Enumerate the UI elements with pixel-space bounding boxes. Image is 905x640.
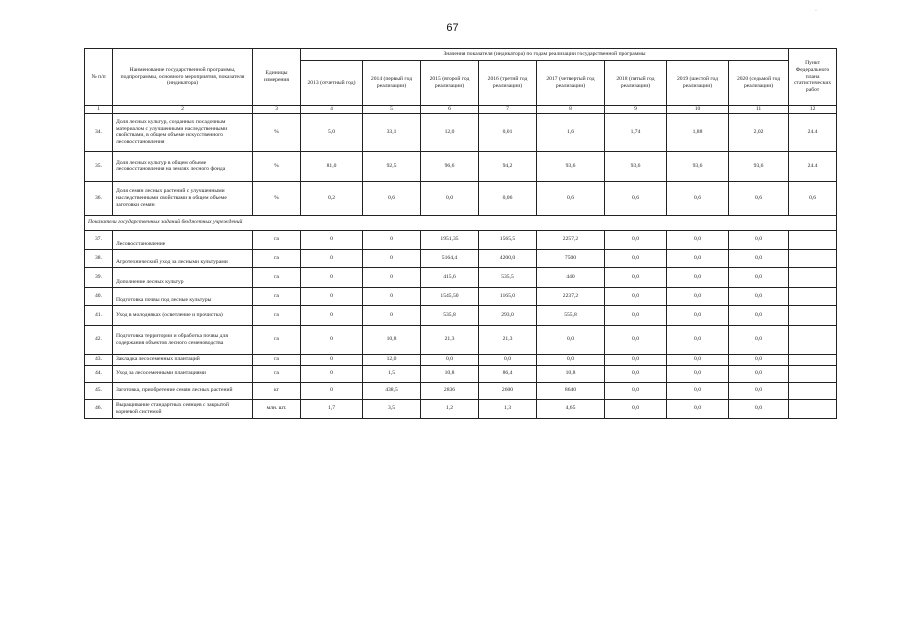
- column-number: 8: [537, 106, 605, 114]
- value-cell: 293,0: [479, 305, 537, 325]
- value-cell: 8640: [537, 382, 605, 399]
- header-year: 2017 (четвертый год реализации): [537, 61, 605, 106]
- value-cell: 0,0: [605, 382, 667, 399]
- indicator-name: Агротехнический уход за лесными культурами: [113, 249, 253, 267]
- value-cell: 12,0: [363, 354, 421, 365]
- value-cell: 5164,4: [421, 249, 479, 267]
- unit-cell: кг: [253, 382, 301, 399]
- value-cell: 2836: [421, 382, 479, 399]
- row-number: 45.: [85, 382, 113, 399]
- value-cell: 0,0: [729, 325, 789, 354]
- table-row: [85, 399, 837, 418]
- value-cell: 0,0: [605, 230, 667, 249]
- plan-item-cell: 0,6: [789, 181, 837, 215]
- unit-cell: га: [253, 305, 301, 325]
- value-cell: 0,0: [667, 287, 729, 305]
- table-row: [85, 365, 837, 382]
- column-number: 9: [605, 106, 667, 114]
- unit-cell: га: [253, 287, 301, 305]
- value-cell: 0: [301, 230, 363, 249]
- page-number: 67: [446, 22, 459, 34]
- table-row: [85, 325, 837, 354]
- value-cell: 0,0: [537, 354, 605, 365]
- value-cell: 0: [301, 305, 363, 325]
- row-number: 37.: [85, 230, 113, 249]
- value-cell: 2257,2: [537, 230, 605, 249]
- value-cell: 535,5: [479, 267, 537, 287]
- row-number: 46.: [85, 399, 113, 418]
- row-number: 39.: [85, 267, 113, 287]
- value-cell: 1545,50: [421, 287, 479, 305]
- value-cell: 2237,2: [537, 287, 605, 305]
- row-number: 44.: [85, 365, 113, 382]
- indicator-rows: [85, 113, 837, 215]
- value-cell: 21,3: [421, 325, 479, 354]
- plan-item-cell: [789, 305, 837, 325]
- table-row: [85, 113, 837, 151]
- value-cell: 93,6: [605, 151, 667, 181]
- corner-mark: ·: [815, 8, 817, 14]
- row-number: 34.: [85, 113, 113, 151]
- indicator-name: Лесовосстановление: [113, 230, 253, 249]
- header-year: 2016 (третий год реализации): [479, 61, 537, 106]
- value-cell: 0,0: [667, 365, 729, 382]
- row-number: 36.: [85, 181, 113, 215]
- value-cell: 0,0: [729, 287, 789, 305]
- column-number: 1: [85, 106, 113, 114]
- value-cell: 0,0: [729, 365, 789, 382]
- value-cell: 92,5: [363, 151, 421, 181]
- plan-item-cell: [789, 287, 837, 305]
- value-cell: 0,6: [363, 181, 421, 215]
- table-row: [85, 267, 837, 287]
- value-cell: 12,0: [421, 113, 479, 151]
- value-cell: 0,0: [729, 399, 789, 418]
- value-cell: 0,0: [479, 354, 537, 365]
- value-cell: 0,0: [605, 287, 667, 305]
- indicator-name: Подготовка территории и обработка почвы для содержания объектов лесного семеноводства: [113, 325, 253, 354]
- table-row: [85, 181, 837, 215]
- value-cell: 0,0: [667, 354, 729, 365]
- value-cell: 10,8: [537, 365, 605, 382]
- unit-cell: га: [253, 325, 301, 354]
- indicator-name: Доля лесных культур, созданных посадочным материалом с улучшенными наследственными свойствами, в общем объеме искусственного лесовосстановления: [113, 113, 253, 151]
- row-number: 38.: [85, 249, 113, 267]
- value-cell: 1,88: [667, 113, 729, 151]
- value-cell: 10,8: [363, 325, 421, 354]
- value-cell: 21,3: [479, 325, 537, 354]
- value-cell: 1,6: [537, 113, 605, 151]
- header-year: 2014 (первый год реализации): [363, 61, 421, 106]
- value-cell: 0,6: [729, 181, 789, 215]
- unit-cell: га: [253, 249, 301, 267]
- value-cell: 0: [301, 267, 363, 287]
- unit-cell: га: [253, 230, 301, 249]
- unit-cell: га: [253, 267, 301, 287]
- plan-item-cell: [789, 382, 837, 399]
- value-cell: 0: [301, 365, 363, 382]
- value-cell: 440: [537, 267, 605, 287]
- value-cell: 0,0: [667, 249, 729, 267]
- value-cell: 0,0: [667, 325, 729, 354]
- row-number: 41.: [85, 305, 113, 325]
- value-cell: 86,4: [479, 365, 537, 382]
- value-cell: 0,6: [605, 181, 667, 215]
- plan-item-cell: [789, 267, 837, 287]
- table-row: [85, 230, 837, 249]
- plan-item-cell: [789, 249, 837, 267]
- value-cell: 4200,0: [479, 249, 537, 267]
- value-cell: 0,0: [605, 305, 667, 325]
- value-cell: 1,74: [605, 113, 667, 151]
- column-number: 2: [113, 106, 253, 114]
- table-row: [85, 249, 837, 267]
- plan-item-cell: [789, 230, 837, 249]
- value-cell: 0: [363, 230, 421, 249]
- value-cell: 1,7: [301, 399, 363, 418]
- value-cell: 93,6: [667, 151, 729, 181]
- table-row: [85, 151, 837, 181]
- unit-cell: га: [253, 354, 301, 365]
- value-cell: 33,1: [363, 113, 421, 151]
- value-cell: 2600: [479, 382, 537, 399]
- indicator-name: Доля семян лесных растений с улучшенными наследственными свойствами в общем объеме заготовки семян: [113, 181, 253, 215]
- indicator-name: Закладка лесосеменных плантаций: [113, 354, 253, 365]
- header-unit: Единицы измерения: [253, 49, 301, 106]
- value-cell: 1951,35: [421, 230, 479, 249]
- value-cell: 1,2: [421, 399, 479, 418]
- header-year: 2018 (пятый год реализации): [605, 61, 667, 106]
- value-cell: 0,0: [605, 365, 667, 382]
- indicator-name: Выращивание стандартных сеянцев с закрытой корневой системой: [113, 399, 253, 418]
- value-cell: 81,0: [301, 151, 363, 181]
- value-cell: 0,0: [605, 267, 667, 287]
- plan-item-cell: 24.4: [789, 113, 837, 151]
- plan-item-cell: [789, 325, 837, 354]
- indicator-name: Доля лесных культур в общем объеме лесовосстановления на землях лесного фонда: [113, 151, 253, 181]
- value-cell: 0,0: [667, 382, 729, 399]
- header-year: 2015 (второй год реализации): [421, 61, 479, 106]
- unit-cell: %: [253, 113, 301, 151]
- column-number: 5: [363, 106, 421, 114]
- value-cell: 0: [301, 249, 363, 267]
- value-cell: 93,6: [729, 151, 789, 181]
- value-cell: 0,0: [667, 267, 729, 287]
- value-cell: 0,0: [667, 399, 729, 418]
- value-cell: 0: [301, 325, 363, 354]
- table-row: [85, 305, 837, 325]
- value-cell: 0,0: [729, 230, 789, 249]
- plan-item-cell: 24.4: [789, 151, 837, 181]
- value-cell: 0,0: [729, 305, 789, 325]
- value-cell: 0,0: [729, 382, 789, 399]
- value-cell: 0,0: [605, 354, 667, 365]
- value-cell: 1,5: [363, 365, 421, 382]
- value-cell: 5,0: [301, 113, 363, 151]
- value-cell: 4,65: [537, 399, 605, 418]
- unit-cell: %: [253, 151, 301, 181]
- section-heading: Показатели государственных заданий бюджетных учреждений: [85, 215, 837, 230]
- table-row: [85, 382, 837, 399]
- plan-item-cell: [789, 354, 837, 365]
- value-cell: 0: [301, 287, 363, 305]
- value-cell: 0,0: [605, 249, 667, 267]
- indicator-name: Заготовка, приобретение семян лесных растений: [113, 382, 253, 399]
- value-cell: 7500: [537, 249, 605, 267]
- value-cell: 0: [363, 249, 421, 267]
- indicator-name: Дополнение лесных культур: [113, 267, 253, 287]
- value-cell: 555,8: [537, 305, 605, 325]
- value-cell: 0,2: [301, 181, 363, 215]
- task-rows: [85, 230, 837, 418]
- value-cell: 0: [363, 305, 421, 325]
- value-cell: 0,0: [667, 230, 729, 249]
- unit-cell: млн. шт.: [253, 399, 301, 418]
- value-cell: 0,0: [605, 399, 667, 418]
- value-cell: 0: [363, 267, 421, 287]
- value-cell: 0,0: [729, 249, 789, 267]
- column-number: 12: [789, 106, 837, 114]
- value-cell: 2,02: [729, 113, 789, 151]
- value-cell: 0,0: [421, 354, 479, 365]
- header-year: 2020 (седьмой год реализации): [729, 61, 789, 106]
- column-numbers-row: [85, 106, 837, 114]
- table-row: [85, 354, 837, 365]
- plan-item-cell: [789, 399, 837, 418]
- column-number: 6: [421, 106, 479, 114]
- header-number: № п/п: [85, 49, 113, 106]
- value-cell: 0,0: [667, 305, 729, 325]
- value-cell: 0: [301, 382, 363, 399]
- unit-cell: га: [253, 365, 301, 382]
- plan-item-cell: [789, 365, 837, 382]
- indicator-name: Уход в молодняках (осветление и прочистка): [113, 305, 253, 325]
- value-cell: 1,3: [479, 399, 537, 418]
- header-name: Наименование государственной программы, подпрограммы, основного мероприятия, показателя (индикатора): [113, 49, 253, 106]
- unit-cell: %: [253, 181, 301, 215]
- column-number: 11: [729, 106, 789, 114]
- header-year: 2013 (отчетный год): [301, 61, 363, 106]
- indicator-name: Подготовка почвы под лесные культуры: [113, 287, 253, 305]
- section-heading-group: [85, 215, 837, 230]
- value-cell: 96,6: [421, 151, 479, 181]
- value-cell: 0,0: [729, 354, 789, 365]
- value-cell: 0: [301, 354, 363, 365]
- value-cell: 0: [363, 287, 421, 305]
- header-values-group: Значения показателя (индикатора) по годам реализации государственной программы: [301, 49, 789, 61]
- value-cell: 0,01: [479, 113, 537, 151]
- value-cell: 1565,5: [479, 230, 537, 249]
- header-row-top: [85, 49, 837, 61]
- value-cell: 438,5: [363, 382, 421, 399]
- row-number: 35.: [85, 151, 113, 181]
- header-plan: Пункт Федерального плана статистических работ: [789, 49, 837, 106]
- row-number: 43.: [85, 354, 113, 365]
- value-cell: 0,0: [537, 325, 605, 354]
- value-cell: 3,5: [363, 399, 421, 418]
- value-cell: 0,6: [537, 181, 605, 215]
- column-number: 3: [253, 106, 301, 114]
- table-row: [85, 287, 837, 305]
- value-cell: 0,0: [729, 267, 789, 287]
- value-cell: 535,8: [421, 305, 479, 325]
- value-cell: 1165,0: [479, 287, 537, 305]
- value-cell: 10,8: [421, 365, 479, 382]
- indicators-table: [84, 48, 837, 419]
- column-number: 10: [667, 106, 729, 114]
- value-cell: 0,6: [667, 181, 729, 215]
- value-cell: 0,0: [605, 325, 667, 354]
- value-cell: 0,06: [479, 181, 537, 215]
- value-cell: 94,2: [479, 151, 537, 181]
- value-cell: 0,0: [421, 181, 479, 215]
- column-number: 7: [479, 106, 537, 114]
- value-cell: 415,6: [421, 267, 479, 287]
- row-number: 42.: [85, 325, 113, 354]
- indicator-name: Уход за лесосеменными плантациями: [113, 365, 253, 382]
- header-year: 2019 (шестой год реализации): [667, 61, 729, 106]
- column-number: 4: [301, 106, 363, 114]
- row-number: 40.: [85, 287, 113, 305]
- value-cell: 93,6: [537, 151, 605, 181]
